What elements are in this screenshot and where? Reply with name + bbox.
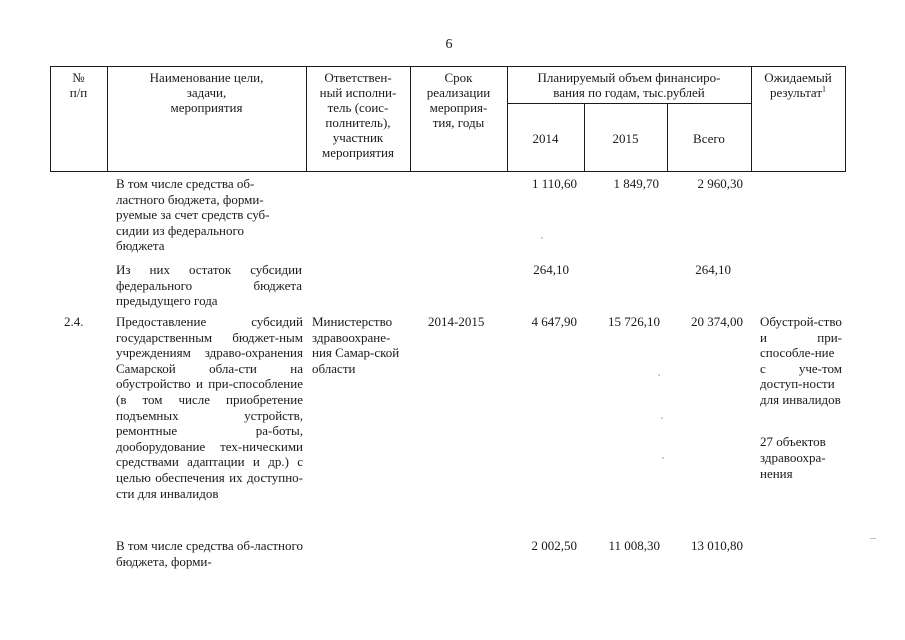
- row-3-result-object: здравоохра-нения: [760, 450, 826, 481]
- row-2-total: 264,10: [695, 262, 731, 277]
- row-2-name: Из них остаток субсидии федерального бюджета предыдущего года: [116, 262, 302, 309]
- header-name: Наименование цели, задачи, мероприятия: [149, 70, 264, 115]
- row-3-num: 2.4.: [64, 314, 84, 329]
- row-3-total: 20 374,00: [691, 314, 743, 329]
- header-year-2014: 2014: [532, 131, 559, 146]
- row-3-term: 2014-2015: [428, 314, 485, 329]
- row-3-executor: Министерство здравоохране-ния Самар-ской области: [312, 314, 400, 376]
- financing-subheader-border: [507, 103, 751, 104]
- header-financing: Планируемый объем финансиро- вания по годам, тыс.рублей: [537, 70, 721, 100]
- header-executor: Ответствен- ный исполни- тель (соис- полнитель), участник мероприятия: [319, 70, 397, 160]
- row-3-result-count: 27 объектов: [760, 434, 826, 449]
- scan-speck: [658, 374, 660, 376]
- scan-speck: [870, 538, 876, 539]
- header-bottom-border: [50, 171, 845, 172]
- row-4-2015: 11 008,30: [608, 538, 660, 553]
- row-4-2014: 2 002,50: [531, 538, 577, 553]
- page-number: 6: [445, 37, 453, 52]
- row-1-name: В том числе средства об- ластного бюджета, форми- руемые за счет средств суб- сидии из федерального бюджета: [116, 176, 270, 254]
- row-1-2015: 1 849,70: [613, 176, 659, 191]
- row-4-name: В том числе средства об-ластного бюджета, форми-: [116, 538, 303, 569]
- table-right-border: [845, 66, 846, 172]
- table-top-border: [50, 66, 845, 67]
- header-num: № п/п: [69, 70, 88, 100]
- header-total: Всего: [693, 131, 725, 146]
- row-1-2014: 1 110,60: [531, 176, 577, 191]
- row-2-2014: 264,10: [533, 262, 569, 277]
- row-3-2015: 15 726,10: [608, 314, 660, 329]
- row-1-total: 2 960,30: [697, 176, 743, 191]
- scan-speck: [541, 237, 543, 239]
- header-term: Срок реализации мероприя- тия, годы: [426, 70, 491, 130]
- row-3-result: Обустрой-ство и при-способле-ние с уче-том доступ-ности для инвалидов: [760, 314, 842, 407]
- scan-speck: [661, 417, 663, 419]
- header-result: [751, 70, 845, 100]
- row-3-2014: 4 647,90: [531, 314, 577, 329]
- footnote-marker: 1: [822, 84, 827, 94]
- header-result-label: Ожидаемый результат: [764, 70, 832, 100]
- scan-speck: [662, 457, 664, 459]
- header-year-2015: 2015: [612, 131, 639, 146]
- row-4-total: 13 010,80: [691, 538, 743, 553]
- row-3-name: Предоставление субсидий государственным бюджет-ным учреждениям здраво-охранения Самарской обла-сти на обустройство и при-способление (в том числе приобретение подъемных устройств, ремонтные ра-боты, дооборудование тех-ническими средствами адаптации и др.) с целью обеспечения их доступно-сти для инвалидов: [116, 314, 303, 501]
